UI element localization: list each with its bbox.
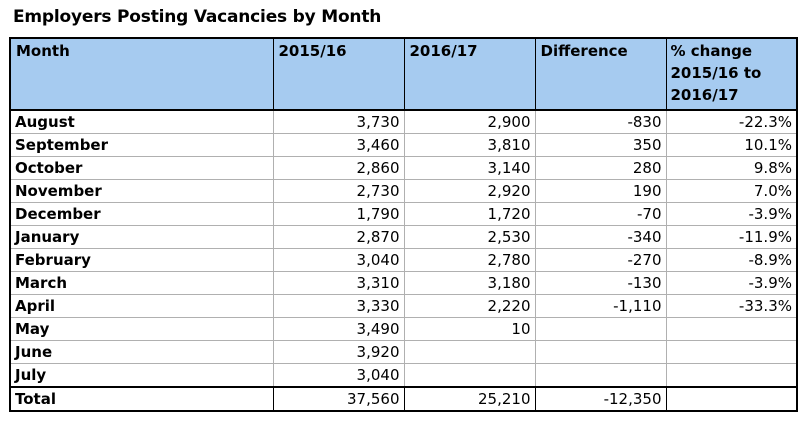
percent-change-cell: 9.8%	[666, 157, 797, 180]
month-cell: April	[10, 295, 273, 318]
difference-cell: -130	[535, 272, 666, 295]
table-row	[10, 110, 797, 134]
value-2015-16-cell: 2,860	[273, 157, 404, 180]
difference-cell: -340	[535, 226, 666, 249]
month-cell: May	[10, 318, 273, 341]
difference-cell: -1,110	[535, 295, 666, 318]
percent-change-cell: 7.0%	[666, 180, 797, 203]
value-2016-17-cell: 2,780	[404, 249, 535, 272]
difference-cell	[535, 364, 666, 388]
month-cell: January	[10, 226, 273, 249]
month-cell: November	[10, 180, 273, 203]
month-cell: December	[10, 203, 273, 226]
value-2016-17-cell: 3,180	[404, 272, 535, 295]
table-row	[10, 180, 797, 203]
percent-change-cell: -33.3%	[666, 295, 797, 318]
value-2016-17-cell	[404, 341, 535, 364]
month-cell: August	[10, 110, 273, 134]
value-2016-17-cell: 2,900	[404, 110, 535, 134]
table-row	[10, 249, 797, 272]
percent-change-cell: -3.9%	[666, 272, 797, 295]
value-2016-17-cell: 2,920	[404, 180, 535, 203]
month-cell: September	[10, 134, 273, 157]
value-2016-17-cell: 25,210	[404, 387, 535, 411]
header-percent-change: % change 2015/16 to 2016/17	[666, 38, 797, 110]
percent-change-cell	[666, 341, 797, 364]
value-2015-16-cell: 3,730	[273, 110, 404, 134]
value-2015-16-cell: 2,870	[273, 226, 404, 249]
value-2015-16-cell: 3,920	[273, 341, 404, 364]
difference-cell	[535, 341, 666, 364]
value-2015-16-cell: 3,460	[273, 134, 404, 157]
difference-cell: -270	[535, 249, 666, 272]
difference-cell: -70	[535, 203, 666, 226]
table-row	[10, 134, 797, 157]
total-row	[10, 387, 797, 411]
percent-change-cell	[666, 364, 797, 388]
difference-cell: 350	[535, 134, 666, 157]
difference-cell	[535, 318, 666, 341]
difference-cell: 190	[535, 180, 666, 203]
table-row	[10, 157, 797, 180]
month-cell: October	[10, 157, 273, 180]
header-row	[10, 38, 797, 110]
month-cell: Total	[10, 387, 273, 411]
percent-change-cell: 10.1%	[666, 134, 797, 157]
value-2016-17-cell: 3,810	[404, 134, 535, 157]
percent-change-cell: -22.3%	[666, 110, 797, 134]
value-2016-17-cell: 1,720	[404, 203, 535, 226]
header-month: Month	[10, 38, 273, 110]
table-row	[10, 295, 797, 318]
value-2015-16-cell: 3,330	[273, 295, 404, 318]
value-2015-16-cell: 1,790	[273, 203, 404, 226]
table-row	[10, 364, 797, 388]
value-2016-17-cell: 2,530	[404, 226, 535, 249]
table-row	[10, 341, 797, 364]
value-2015-16-cell: 3,040	[273, 249, 404, 272]
month-cell: March	[10, 272, 273, 295]
difference-cell: -830	[535, 110, 666, 134]
difference-cell: 280	[535, 157, 666, 180]
month-cell: July	[10, 364, 273, 388]
table-title: Employers Posting Vacancies by Month	[13, 7, 382, 27]
percent-change-cell: -11.9%	[666, 226, 797, 249]
difference-cell: -12,350	[535, 387, 666, 411]
value-2016-17-cell: 10	[404, 318, 535, 341]
percent-change-cell	[666, 387, 797, 411]
vacancies-table	[9, 37, 798, 412]
table-row	[10, 272, 797, 295]
month-cell: June	[10, 341, 273, 364]
percent-change-cell: -3.9%	[666, 203, 797, 226]
value-2016-17-cell: 3,140	[404, 157, 535, 180]
header-difference: Difference	[535, 38, 666, 110]
value-2015-16-cell: 37,560	[273, 387, 404, 411]
table-row	[10, 318, 797, 341]
value-2015-16-cell: 2,730	[273, 180, 404, 203]
percent-change-cell: -8.9%	[666, 249, 797, 272]
value-2015-16-cell: 3,040	[273, 364, 404, 388]
table-row	[10, 226, 797, 249]
percent-change-cell	[666, 318, 797, 341]
value-2016-17-cell	[404, 364, 535, 388]
header-2016-17: 2016/17	[404, 38, 535, 110]
month-cell: February	[10, 249, 273, 272]
header-2015-16: 2015/16	[273, 38, 404, 110]
value-2015-16-cell: 3,310	[273, 272, 404, 295]
value-2016-17-cell: 2,220	[404, 295, 535, 318]
table-row	[10, 203, 797, 226]
value-2015-16-cell: 3,490	[273, 318, 404, 341]
